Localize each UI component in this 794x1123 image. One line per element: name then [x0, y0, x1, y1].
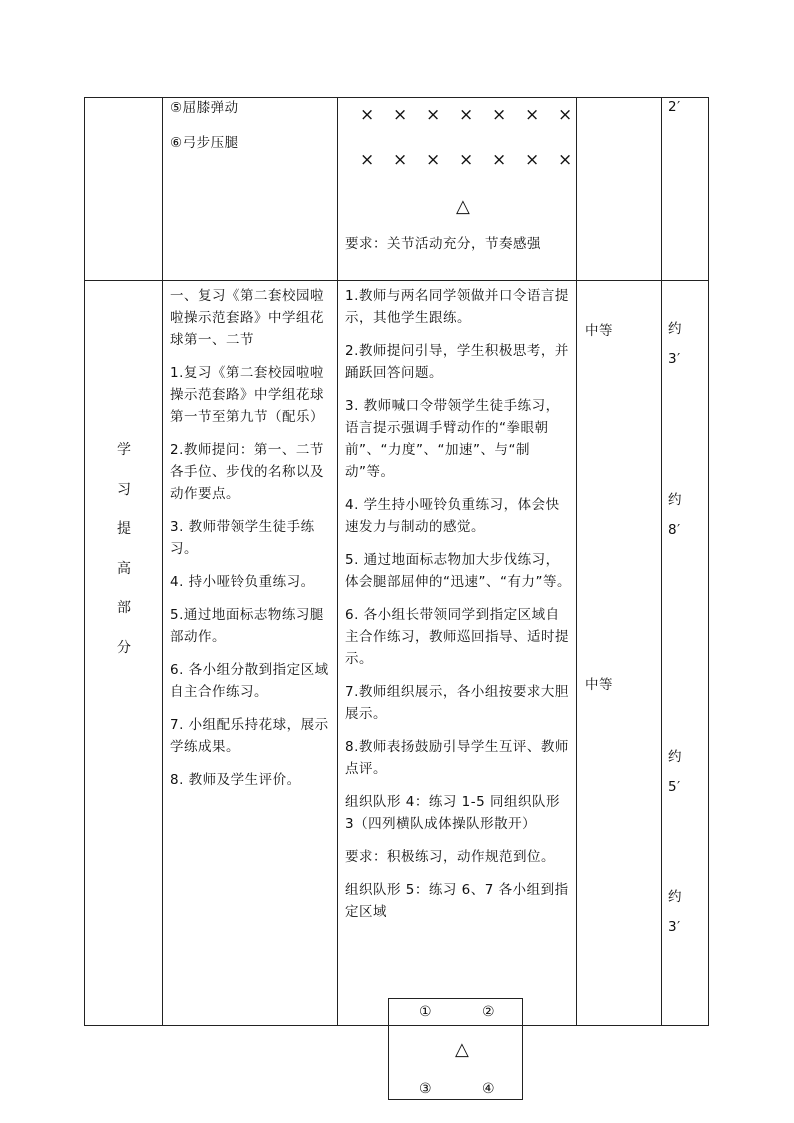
col-border-1: [162, 97, 163, 1026]
method-item: 3. 教师喊口令带领学生徒手练习，语言提示强调手臂动作的“拳眼朝前”、“力度”、“加速”、与“制动”等。: [345, 398, 560, 480]
content-item: 3. 教师带领学生徒手练习。: [170, 519, 315, 557]
time-prefix: 约: [668, 889, 682, 905]
col-border-5: [708, 97, 709, 1026]
student-mark: ×: [360, 150, 375, 170]
time-3: [668, 746, 704, 798]
row1-requirement: 要求：关节活动充分，节奏感强: [345, 236, 541, 252]
group-1-label: ①: [419, 1004, 432, 1020]
time-value: 3′: [668, 919, 681, 935]
section-char: 分: [117, 639, 131, 656]
section-char: 高: [117, 560, 131, 577]
content-item: ⑤屈膝弹动: [170, 100, 239, 116]
method-item: 要求：积极练习，动作规范到位。: [345, 849, 555, 865]
student-mark: ×: [459, 150, 474, 170]
group-area-diagram: [388, 998, 523, 1100]
time-4: [668, 886, 704, 938]
col-border-4: [661, 97, 662, 1026]
content-item: 4. 持小哑铃负重练习。: [170, 574, 315, 590]
row1-content: [170, 98, 330, 154]
row1-time: 2′: [668, 99, 681, 115]
student-mark: ×: [492, 150, 507, 170]
row-divider: [84, 280, 709, 281]
formation-row-2: [360, 150, 572, 170]
method-item: 7.教师组织展示，各小组按要求大胆展示。: [345, 684, 569, 722]
section-char: 部: [117, 600, 131, 616]
content-item: 一、复习《第二套校园啦啦操示范套路》中学组花球第一、二节: [170, 288, 324, 348]
content-item: 5.通过地面标志物练习腿部动作。: [170, 607, 324, 645]
time-prefix: 约: [668, 749, 682, 765]
formation-row-1: [360, 105, 572, 125]
content-item: 6. 各小组分散到指定区域自主合作练习。: [170, 662, 329, 700]
group-4-label: ④: [482, 1081, 495, 1097]
section-char: 提: [117, 521, 131, 537]
time-1: [668, 318, 704, 370]
content-item: 1.复习《第二套校园啦啦操示范套路》中学组花球第一节至第九节（配乐）: [170, 365, 324, 425]
method-item: 8.教师表扬鼓励引导学生互评、教师点评。: [345, 739, 569, 777]
content-item: 2.教师提问：第一、二节各手位、步伐的名称以及动作要点。: [170, 442, 324, 502]
row2-methods: [345, 285, 571, 934]
student-mark: ×: [426, 150, 441, 170]
content-item: ⑥弓步压腿: [170, 135, 239, 151]
time-prefix: 约: [668, 321, 682, 337]
student-mark: ×: [426, 105, 441, 125]
method-item: 4. 学生持小哑铃负重练习，体会快速发力与制动的感觉。: [345, 497, 560, 535]
teacher-position-mark: △: [455, 1039, 469, 1060]
method-item: 6. 各小组长带领同学到指定区域自主合作练习，教师巡回指导、适时提示。: [345, 607, 569, 667]
group-3-label: ③: [419, 1081, 432, 1097]
student-mark: ×: [558, 105, 573, 125]
intensity-2: 中等: [585, 677, 613, 693]
student-mark: ×: [393, 105, 408, 125]
student-mark: ×: [492, 105, 507, 125]
student-mark: ×: [525, 105, 540, 125]
time-2: [668, 489, 704, 541]
student-mark: ×: [525, 150, 540, 170]
col-border-3: [576, 97, 577, 1026]
group-2-label: ②: [482, 1004, 495, 1020]
intensity-1: 中等: [585, 323, 613, 339]
method-item: 1.教师与两名同学领做并口令语言提示，其他学生跟练。: [345, 288, 569, 326]
student-mark: ×: [360, 105, 375, 125]
method-item: 5. 通过地面标志物加大步伐练习，体会腿部屈伸的“迅速”、“有力”等。: [345, 552, 571, 590]
student-mark: ×: [558, 150, 573, 170]
time-value: 5′: [668, 779, 681, 795]
time-value: 3′: [668, 351, 681, 367]
time-value: 8′: [668, 522, 681, 538]
section-label: [112, 439, 136, 676]
method-item: 组织队形 5：练习 6、7 各小组到指定区域: [345, 882, 569, 920]
method-item: 组织队形 4：练习 1-5 同组织队形 3（四列横队成体操队形散开）: [345, 794, 561, 832]
content-item: 7. 小组配乐持花球，展示学练成果。: [170, 717, 329, 755]
section-char: 习: [117, 481, 131, 498]
section-char: 学: [117, 442, 131, 458]
row2-content: [170, 285, 332, 802]
col-border-0: [84, 97, 85, 1026]
student-mark: ×: [459, 105, 474, 125]
content-item: 8. 教师及学生评价。: [170, 772, 301, 788]
col-border-2: [337, 97, 338, 1026]
student-mark: ×: [393, 150, 408, 170]
teacher-position-mark: △: [456, 196, 470, 217]
time-prefix: 约: [668, 492, 682, 508]
method-item: 2.教师提问引导，学生积极思考，并踊跃回答问题。: [345, 343, 569, 381]
